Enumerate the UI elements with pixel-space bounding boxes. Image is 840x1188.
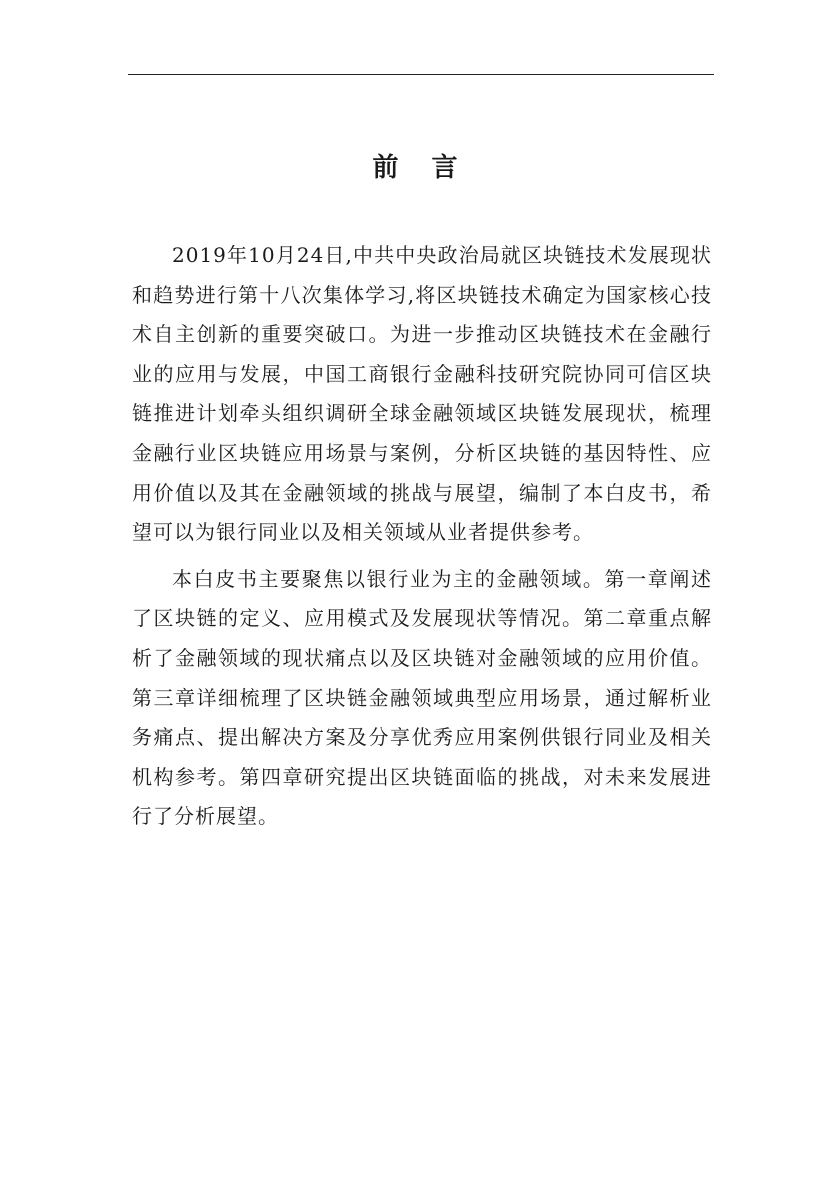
header-rule: [128, 74, 714, 75]
paragraph-2: 本白皮书主要聚焦以银行业为主的金融领域。第一章阐述了区块链的定义、应用模式及发展现状等情况。第二章重点解析了金融领域的现状痛点以及区块链对金融领域的应用价值。第三章详细梳理了区块链金融领域典型应用场景，通过解析业务痛点、提出解决方案及分享优秀应用案例供银行同业及相关机构参考。第四章研究提出区块链面临的挑战，对未来发展进行了分析展望。: [132, 566, 712, 829]
paragraph-1: 2019年10月24日,中共中央政治局就区块链技术发展现状和趋势进行第十八次集体学习,将区块链技术确定为国家核心技术自主创新的重要突破口。为进一步推动区块链技术在金融行业的应用与发展，中国工商银行金融科技研究院协同可信区块链推进计划牵头组织调研全球金融领域区块链发展现状，梳理金融行业区块链应用场景与案例，分析区块链的基因特性、应用价值以及其在金融领域的挑战与展望，编制了本白皮书，希望可以为银行同业以及相关领域从业者提供参考。: [132, 243, 712, 545]
body-text: [132, 236, 712, 844]
page-title: 前 言: [372, 153, 470, 183]
